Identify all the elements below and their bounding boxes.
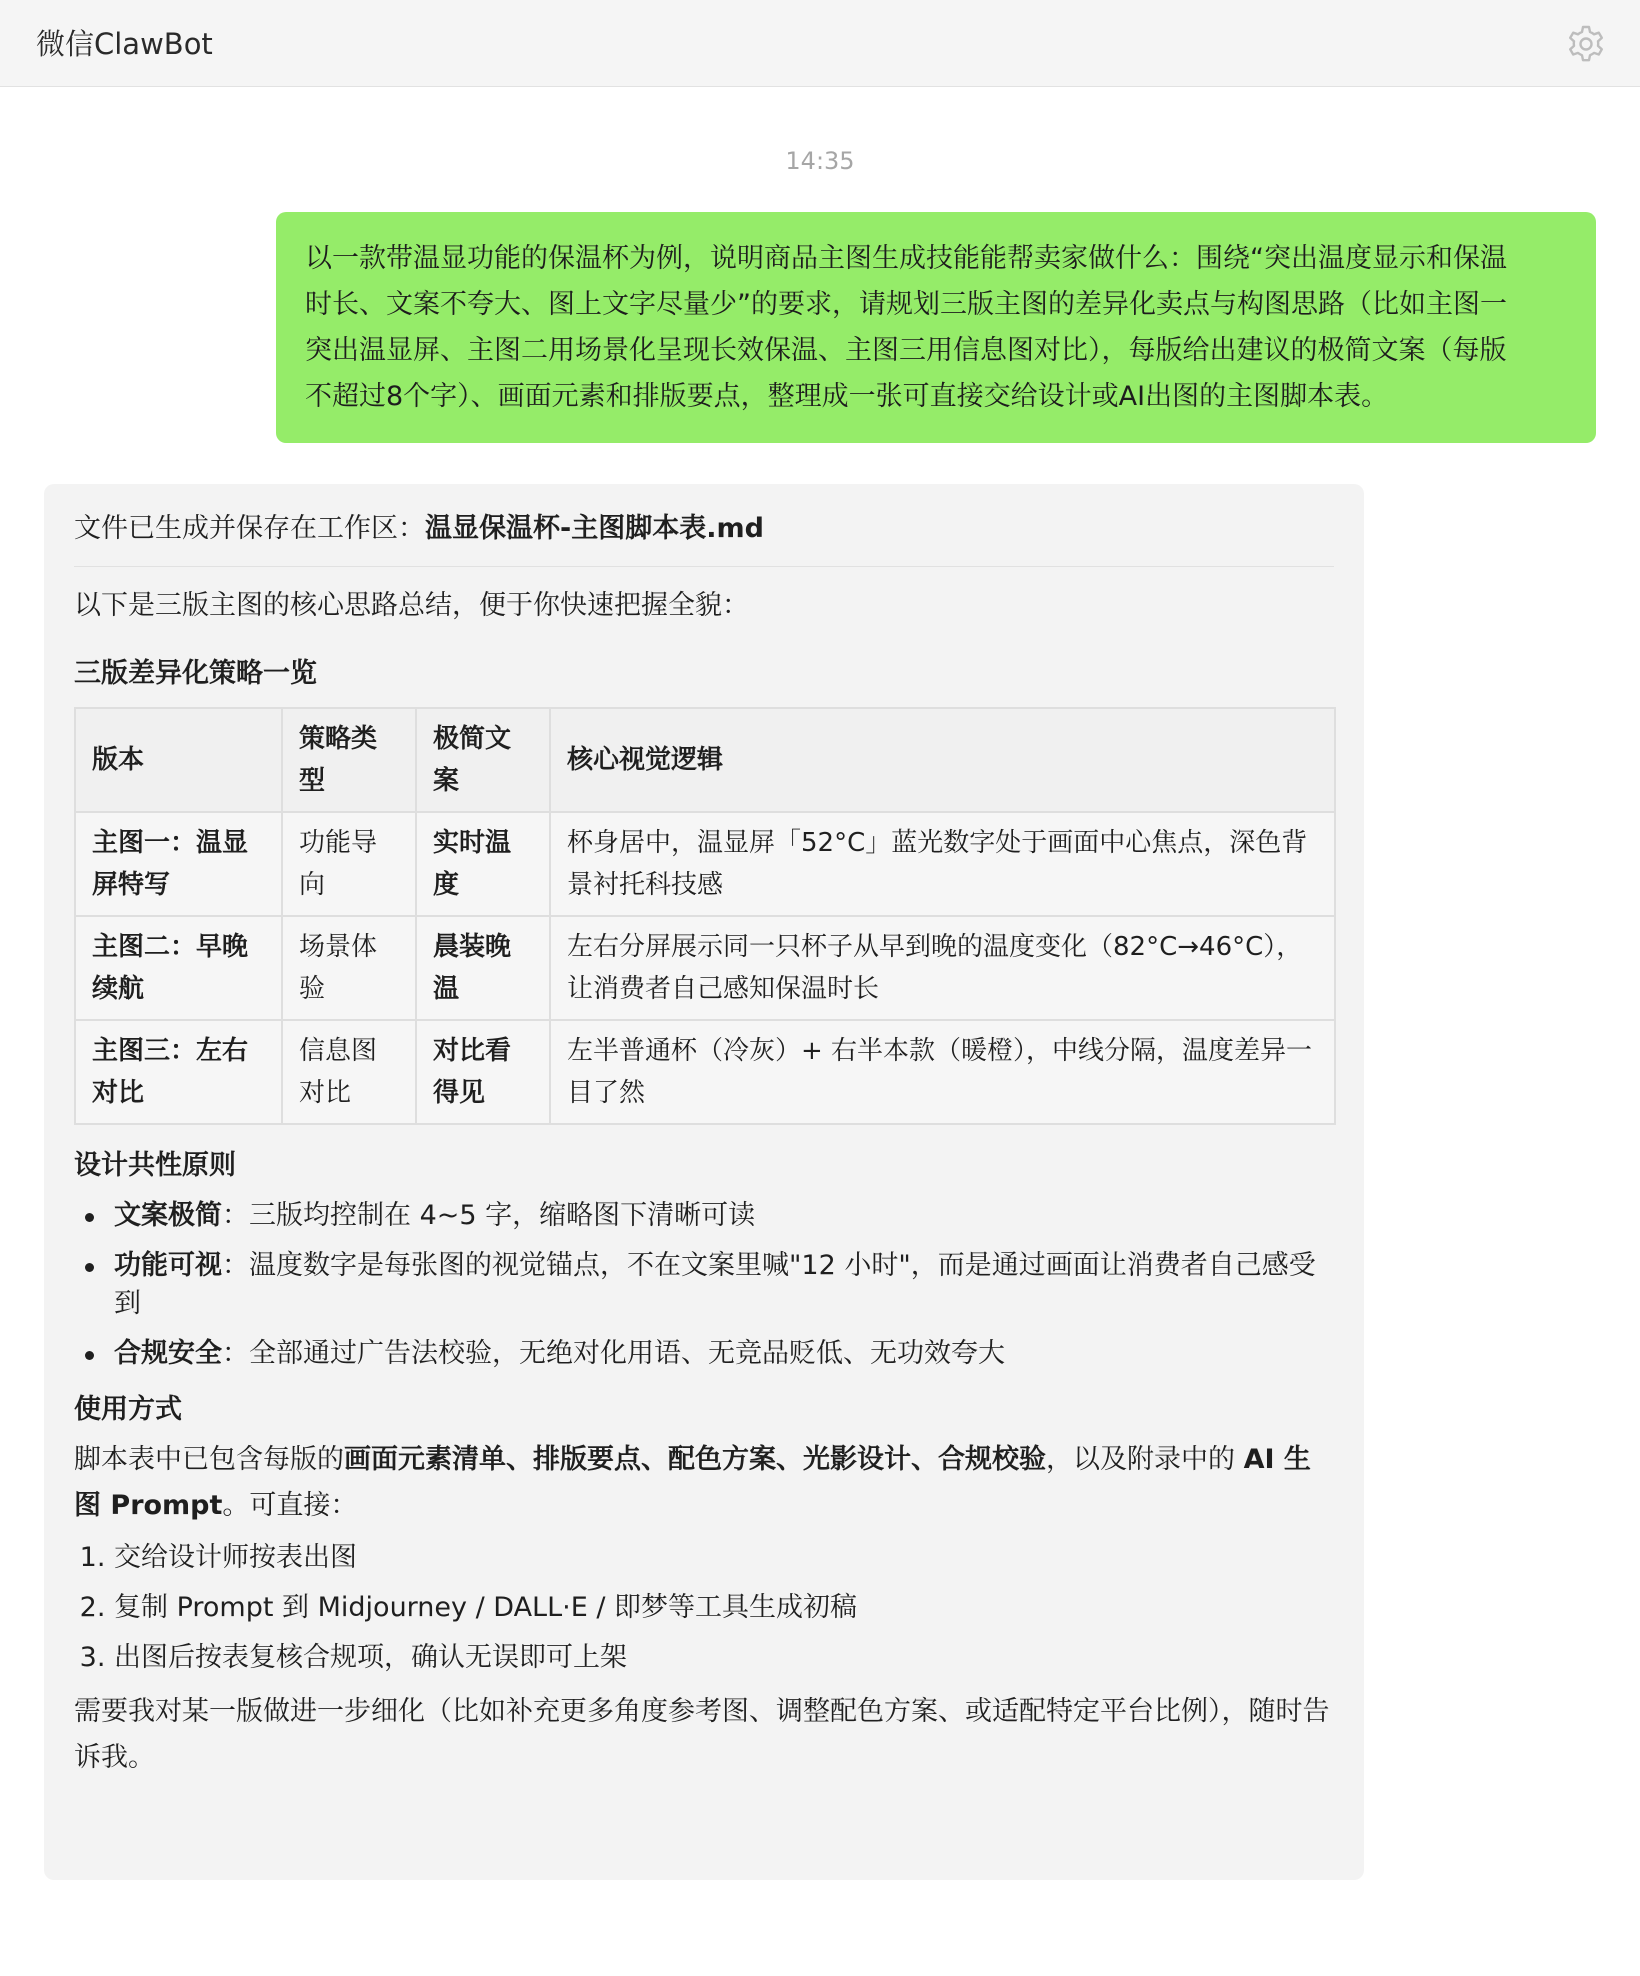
file-saved-prefix: 文件已生成并保存在工作区： bbox=[74, 513, 425, 544]
principle-label: 功能可视 bbox=[114, 1250, 222, 1281]
cell-version: 主图三：左右对比 bbox=[75, 1020, 282, 1124]
list-item: 3. 出图后按表复核合规项，确认无误即可上架 bbox=[114, 1639, 1334, 1677]
file-saved-line bbox=[74, 506, 1334, 567]
list-item bbox=[114, 1335, 1334, 1373]
principle-text: ：三版均控制在 4~5 字，缩略图下清晰可读 bbox=[222, 1200, 756, 1231]
cell-version: 主图一：温显屏特写 bbox=[75, 812, 282, 916]
usage-text bbox=[74, 1437, 1334, 1529]
message-timestamp: 14:35 bbox=[785, 147, 855, 175]
principle-text: ：温度数字是每张图的视觉锚点，不在文案里喊"12 小时"，而是通过画面让消费者自己感受到 bbox=[114, 1250, 1316, 1319]
cell-version: 主图二：早晚续航 bbox=[75, 916, 282, 1020]
table-header-logic: 核心视觉逻辑 bbox=[550, 708, 1335, 812]
app-title: 微信ClawBot bbox=[36, 27, 213, 61]
usage-prefix: 脚本表中已包含每版的 bbox=[74, 1444, 344, 1475]
usage-mid: ，以及附录中的 bbox=[1046, 1444, 1244, 1475]
reply-intro: 以下是三版主图的核心思路总结，便于你快速把握全貌： bbox=[74, 590, 749, 621]
principle-label: 合规安全 bbox=[114, 1338, 222, 1369]
table-header-version: 版本 bbox=[75, 708, 282, 812]
usage-steps-list bbox=[74, 1539, 1334, 1677]
closing-text: 需要我对某一版做进一步细化（比如补充更多角度参考图、调整配色方案、或适配特定平台比例），随时告诉我。 bbox=[74, 1696, 1330, 1773]
cell-logic: 杯身居中，温显屏「52°C」蓝光数字处于画面中心焦点，深色背景衬托科技感 bbox=[550, 812, 1335, 916]
principle-label: 文案极简 bbox=[114, 1200, 222, 1231]
usage-suffix: 。可直接： bbox=[222, 1490, 358, 1521]
table-row bbox=[75, 916, 1335, 1020]
usage-bold-prompt: AI 生图 Prompt bbox=[74, 1444, 1311, 1521]
cell-type: 功能导向 bbox=[282, 812, 416, 916]
strategy-table bbox=[74, 707, 1336, 1125]
table-header-row bbox=[75, 708, 1335, 812]
title-bar bbox=[0, 0, 1640, 87]
cell-logic: 左右分屏展示同一只杯子从早到晚的温度变化（82°C→46°C），让消费者自己感知保温时长 bbox=[550, 916, 1335, 1020]
list-item bbox=[114, 1247, 1334, 1323]
usage-bold: 画面元素清单、排版要点、配色方案、光影设计、合规校验 bbox=[344, 1444, 1046, 1475]
cell-type: 信息图对比 bbox=[282, 1020, 416, 1124]
bot-message-bubble[interactable] bbox=[44, 484, 1364, 1880]
list-item: 2. 复制 Prompt 到 Midjourney / DALL·E / 即梦等工具生成初稿 bbox=[114, 1589, 1334, 1627]
table-header-copy: 极简文案 bbox=[416, 708, 550, 812]
gear-icon[interactable] bbox=[1566, 24, 1606, 64]
list-item: 1. 交给设计师按表出图 bbox=[114, 1539, 1334, 1577]
table-row bbox=[75, 812, 1335, 916]
strategy-section-title: 三版差异化策略一览 bbox=[74, 658, 317, 689]
usage-section-title: 使用方式 bbox=[74, 1394, 182, 1425]
cell-type: 场景体验 bbox=[282, 916, 416, 1020]
principle-text: ：全部通过广告法校验，无绝对化用语、无竞品贬低、无功效夸大 bbox=[222, 1338, 1005, 1369]
principles-list bbox=[74, 1197, 1334, 1373]
table-header-type: 策略类型 bbox=[282, 708, 416, 812]
table-row bbox=[75, 1020, 1335, 1124]
list-item bbox=[114, 1197, 1334, 1235]
file-name: 温显保温杯-主图脚本表.md bbox=[425, 513, 764, 544]
cell-copy: 晨装晚温 bbox=[416, 916, 550, 1020]
user-message-bubble[interactable]: 以一款带温显功能的保温杯为例，说明商品主图生成技能能帮卖家做什么：围绕“突出温度显示和保温 时长、文案不夸大、图上文字尽量少”的要求，请规划三版主图的差异化卖点与构图思路（比如主图一 突出温显屏、主图二用场景化呈现长效保温、主图三用信息图对比），每版给出建议的极简文案（每版 不超过8个字）、画面元素和排版要点，整理成一张可直接交给设计或AI出图的主图脚本表。 bbox=[276, 212, 1596, 443]
cell-copy: 对比看得见 bbox=[416, 1020, 550, 1124]
cell-logic: 左半普通杯（冷灰）+ 右半本款（暖橙），中线分隔，温度差异一目了然 bbox=[550, 1020, 1335, 1124]
principles-section-title: 设计共性原则 bbox=[74, 1150, 236, 1181]
cell-copy: 实时温度 bbox=[416, 812, 550, 916]
